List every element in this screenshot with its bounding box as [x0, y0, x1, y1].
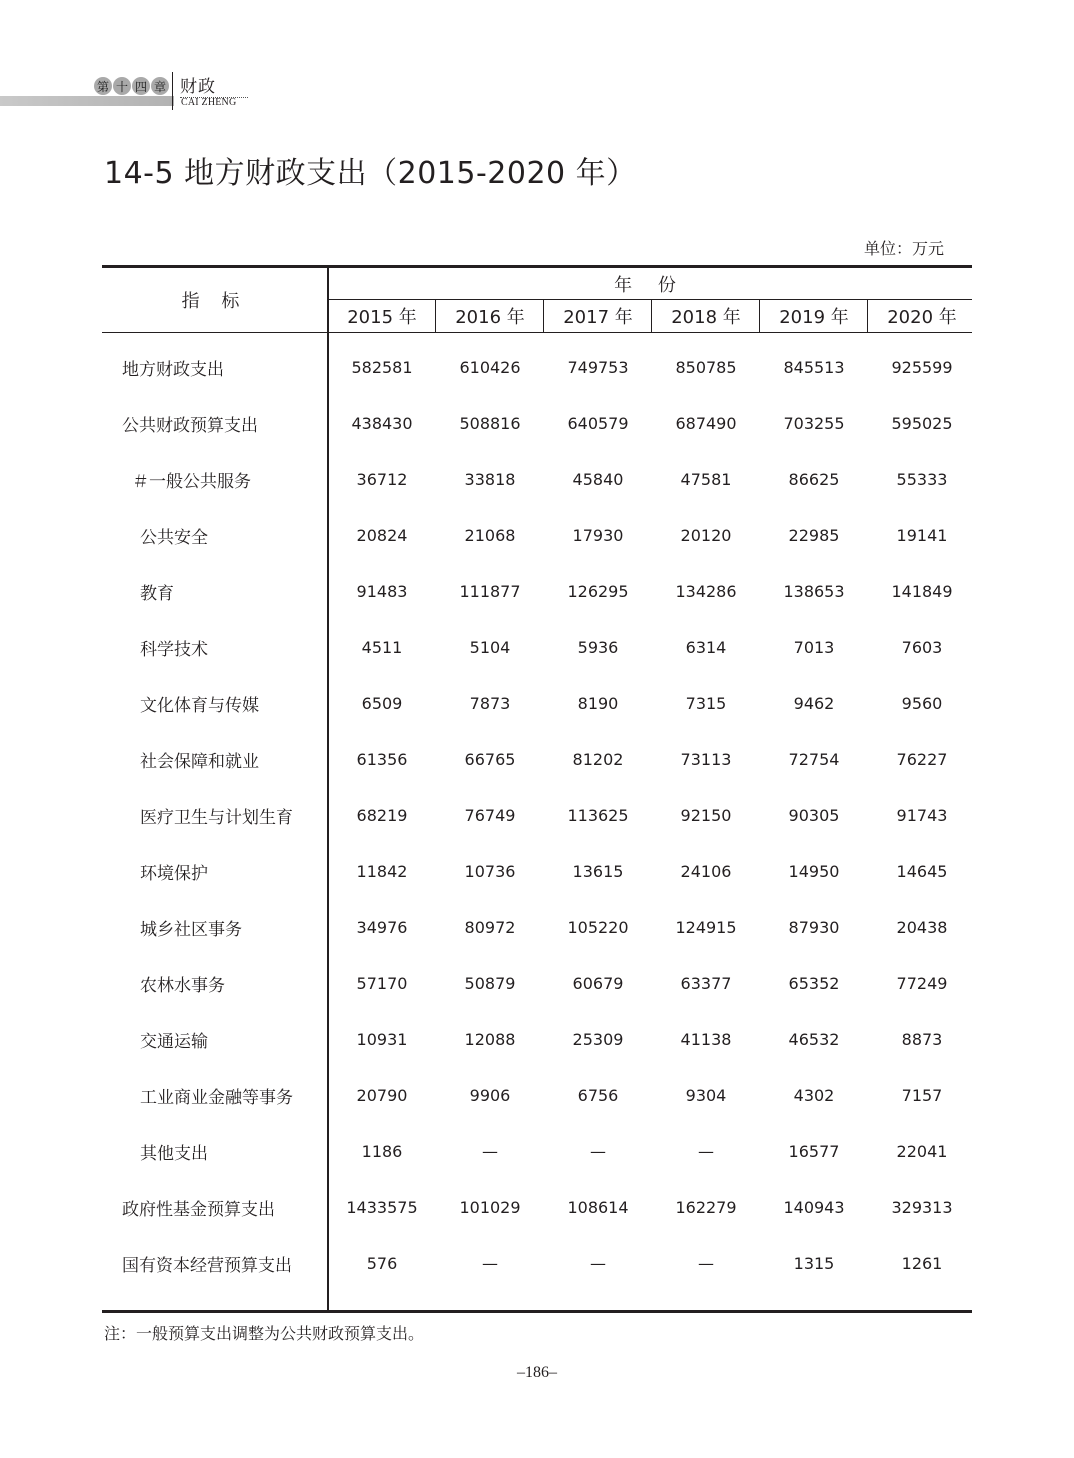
row-label: 社会保障和就业	[140, 751, 259, 772]
table-cell: 6314	[685, 637, 727, 657]
table-cell: 850785	[675, 357, 737, 377]
year-column-divider	[543, 299, 544, 333]
table-cell: 87930	[788, 917, 840, 937]
table-row	[102, 451, 972, 507]
row-label: ＃一般公共服务	[132, 471, 251, 492]
table-cell: 126295	[567, 581, 629, 601]
table-cell: 76749	[464, 805, 516, 825]
table-row	[102, 675, 972, 731]
table-cell: 134286	[675, 581, 737, 601]
table-row	[102, 507, 972, 563]
table-cell: 46532	[788, 1029, 840, 1049]
table-cell: 749753	[567, 357, 629, 377]
table-cell: 21068	[464, 525, 516, 545]
table-cell: 34976	[356, 917, 408, 937]
table-cell: 610426	[459, 357, 521, 377]
table-row	[102, 955, 972, 1011]
table-cell: 111877	[459, 581, 521, 601]
table-cell: 10931	[356, 1029, 408, 1049]
table-cell: 63377	[680, 973, 732, 993]
row-label: 政府性基金预算支出	[122, 1199, 275, 1220]
chapter-char: 四	[132, 77, 150, 95]
chapter-title: 财政	[180, 77, 216, 97]
table-cell: 1186	[361, 1141, 403, 1161]
table-cell: 7315	[685, 693, 727, 713]
chapter-char: 十	[113, 77, 131, 95]
chapter-badge	[94, 74, 170, 98]
chapter-char: 章	[151, 77, 169, 95]
table-cell: 582581	[351, 357, 413, 377]
table-cell: 66765	[464, 749, 516, 769]
page-number: –186–	[517, 1364, 557, 1381]
table-cell: 20824	[356, 525, 408, 545]
table-row	[102, 1179, 972, 1235]
table-cell: 91483	[356, 581, 408, 601]
table-cell: 138653	[783, 581, 845, 601]
table-cell: 1433575	[346, 1197, 418, 1217]
row-label: 国有资本经营预算支出	[122, 1255, 292, 1276]
table-row	[102, 787, 972, 843]
table-cell: 7873	[469, 693, 511, 713]
row-label: 公共财政预算支出	[122, 415, 258, 436]
table-row	[102, 619, 972, 675]
table-cell: 8190	[577, 693, 619, 713]
table-note: 注：一般预算支出调整为公共财政预算支出。	[104, 1324, 425, 1343]
table-cell: 55333	[896, 469, 948, 489]
table-cell: 11842	[356, 861, 408, 881]
expenditure-table	[102, 265, 972, 1314]
row-label: 其他支出	[140, 1143, 208, 1164]
table-cell: 7603	[901, 637, 943, 657]
table-cell: 60679	[572, 973, 624, 993]
table-cell: 9462	[793, 693, 835, 713]
table-cell: 14950	[788, 861, 840, 881]
table-cell: 108614	[567, 1197, 629, 1217]
table-cell: 703255	[783, 413, 845, 433]
table-cell: —	[698, 1141, 714, 1161]
table-cell: 61356	[356, 749, 408, 769]
year-header: 2020 年	[887, 307, 957, 328]
table-cell: 5104	[469, 637, 511, 657]
table-cell: 20120	[680, 525, 732, 545]
chapter-char: 第	[94, 77, 112, 95]
year-column-divider	[435, 299, 436, 333]
table-cell: 124915	[675, 917, 737, 937]
year-column-divider	[651, 299, 652, 333]
table-cell: 65352	[788, 973, 840, 993]
table-cell: 14645	[896, 861, 948, 881]
unit-label: 单位：万元	[863, 239, 944, 258]
table-cell: 72754	[788, 749, 840, 769]
table-cell: 140943	[783, 1197, 845, 1217]
table-cell: 19141	[896, 525, 948, 545]
table-cell: 5936	[577, 637, 619, 657]
header-separator	[172, 72, 173, 110]
table-cell: 329313	[891, 1197, 953, 1217]
row-label: 工业商业金融等事务	[140, 1087, 293, 1108]
table-row	[102, 1235, 972, 1291]
chapter-subtitle: CAI ZHENG	[181, 97, 237, 108]
table-cell: 91743	[896, 805, 948, 825]
table-row	[102, 1011, 972, 1067]
table-row	[102, 563, 972, 619]
table-cell: 13615	[572, 861, 624, 881]
table-cell: 8873	[901, 1029, 943, 1049]
table-cell: 92150	[680, 805, 732, 825]
table-cell: 640579	[567, 413, 629, 433]
table-cell: 77249	[896, 973, 948, 993]
table-cell: 41138	[680, 1029, 732, 1049]
table-cell: 16577	[788, 1141, 840, 1161]
table-cell: 22985	[788, 525, 840, 545]
year-header: 2015 年	[347, 307, 417, 328]
table-cell: 101029	[459, 1197, 521, 1217]
row-label: 农林水事务	[140, 975, 225, 996]
table-cell: 25309	[572, 1029, 624, 1049]
table-cell: —	[590, 1141, 606, 1161]
year-header: 2017 年	[563, 307, 633, 328]
table-cell: 687490	[675, 413, 737, 433]
year-column-divider	[759, 299, 760, 333]
table-cell: 162279	[675, 1197, 737, 1217]
table-cell: 45840	[572, 469, 624, 489]
table-cell: 20438	[896, 917, 948, 937]
table-cell: 9304	[685, 1085, 727, 1105]
table-row	[102, 395, 972, 451]
indicator-column-header: 指 标	[181, 291, 248, 312]
table-cell: 6756	[577, 1085, 619, 1105]
table-cell: 6509	[361, 693, 403, 713]
table-cell: —	[482, 1141, 498, 1161]
row-label: 医疗卫生与计划生育	[140, 807, 293, 828]
table-cell: 36712	[356, 469, 408, 489]
table-cell: 9560	[901, 693, 943, 713]
table-cell: 90305	[788, 805, 840, 825]
year-header: 2019 年	[779, 307, 849, 328]
table-cell: —	[698, 1253, 714, 1273]
table-cell: 86625	[788, 469, 840, 489]
table-cell: —	[590, 1253, 606, 1273]
table-cell: 50879	[464, 973, 516, 993]
table-cell: 68219	[356, 805, 408, 825]
row-label: 交通运输	[140, 1031, 208, 1052]
table-row	[102, 843, 972, 899]
year-header: 2018 年	[671, 307, 741, 328]
table-bottom-rule	[102, 1310, 972, 1313]
table-row	[102, 899, 972, 955]
row-label: 科学技术	[140, 639, 208, 660]
table-cell: 845513	[783, 357, 845, 377]
row-label: 文化体育与传媒	[140, 695, 259, 716]
table-cell: 1315	[793, 1253, 835, 1273]
row-label: 教育	[140, 583, 174, 604]
table-cell: 9906	[469, 1085, 511, 1105]
table-cell: 105220	[567, 917, 629, 937]
row-label: 地方财政支出	[122, 359, 224, 380]
table-cell: 73113	[680, 749, 732, 769]
table-cell: 508816	[459, 413, 521, 433]
table-cell: 595025	[891, 413, 953, 433]
table-cell: 47581	[680, 469, 732, 489]
row-label: 城乡社区事务	[140, 919, 242, 940]
table-cell: 576	[366, 1253, 398, 1273]
table-cell: 925599	[891, 357, 953, 377]
year-header: 2016 年	[455, 307, 525, 328]
table-cell: 20790	[356, 1085, 408, 1105]
table-cell: 4302	[793, 1085, 835, 1105]
table-cell: 57170	[356, 973, 408, 993]
table-cell: 1261	[901, 1253, 943, 1273]
table-cell: 80972	[464, 917, 516, 937]
table-cell: 33818	[464, 469, 516, 489]
table-header-rule	[102, 332, 972, 333]
table-cell: 141849	[891, 581, 953, 601]
table-cell: 10736	[464, 861, 516, 881]
table-row	[102, 1123, 972, 1179]
table-cell: 12088	[464, 1029, 516, 1049]
table-cell: 76227	[896, 749, 948, 769]
row-label: 公共安全	[140, 527, 208, 548]
table-cell: 24106	[680, 861, 732, 881]
table-row	[102, 1067, 972, 1123]
table-cell: 81202	[572, 749, 624, 769]
page-title: 14-5 地方财政支出（2015-2020 年）	[104, 156, 637, 191]
table-cell: 7157	[901, 1085, 943, 1105]
table-cell: 4511	[361, 637, 403, 657]
table-cell: 22041	[896, 1141, 948, 1161]
table-cell: 7013	[793, 637, 835, 657]
table-row	[102, 339, 972, 395]
year-column-divider	[867, 299, 868, 333]
table-row	[102, 731, 972, 787]
table-cell: 438430	[351, 413, 413, 433]
year-group-header: 年 份	[614, 274, 686, 296]
table-cell: 113625	[567, 805, 629, 825]
row-label: 环境保护	[140, 863, 208, 884]
table-cell: 17930	[572, 525, 624, 545]
table-cell: —	[482, 1253, 498, 1273]
